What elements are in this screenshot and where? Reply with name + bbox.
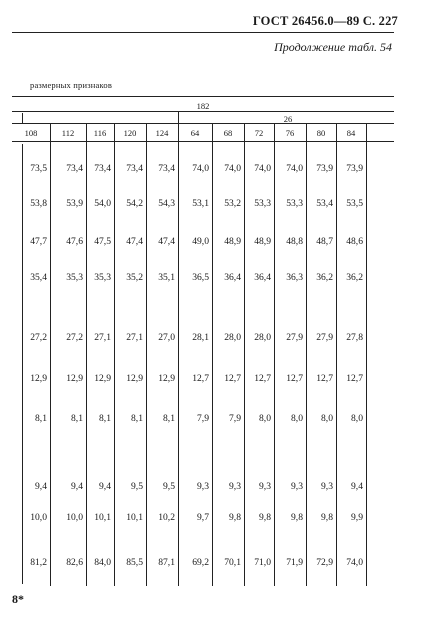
column-rule bbox=[50, 123, 51, 586]
column-rule bbox=[336, 123, 337, 586]
table-cell: 74,0 bbox=[192, 163, 209, 174]
table-cell: 9,8 bbox=[259, 512, 271, 523]
table-cell: 8,0 bbox=[351, 413, 363, 424]
table-cell: 35,1 bbox=[158, 272, 175, 283]
column-header: 80 bbox=[316, 128, 326, 138]
column-header: 112 bbox=[61, 128, 75, 138]
table-cell: 9,5 bbox=[131, 481, 143, 492]
column-rule bbox=[86, 123, 87, 586]
table-cell: 28,1 bbox=[192, 332, 209, 343]
table-cell: 48,6 bbox=[346, 236, 363, 247]
table-cell: 27,2 bbox=[66, 332, 83, 343]
column-rule bbox=[114, 123, 115, 586]
table-cell: 27,0 bbox=[158, 332, 175, 343]
table-cell: 9,3 bbox=[321, 481, 333, 492]
table-cell: 36,2 bbox=[346, 272, 363, 283]
table-cell: 85,5 bbox=[126, 557, 143, 568]
column-header: 124 bbox=[155, 128, 169, 138]
table-cell: 53,8 bbox=[30, 198, 47, 209]
table-cell: 10,1 bbox=[126, 512, 143, 523]
table-cell: 36,5 bbox=[192, 272, 209, 283]
table-cell: 84,0 bbox=[94, 557, 111, 568]
table-cell: 27,9 bbox=[316, 332, 333, 343]
table-cell: 54,3 bbox=[158, 198, 175, 209]
table-cell: 36,3 bbox=[286, 272, 303, 283]
table-cell: 35,3 bbox=[94, 272, 111, 283]
table-cell: 36,2 bbox=[316, 272, 333, 283]
table-cell: 73,4 bbox=[158, 163, 175, 174]
table-cell: 12,7 bbox=[286, 373, 303, 384]
table-cell: 47,4 bbox=[126, 236, 143, 247]
table-caption: размерных признаков bbox=[30, 80, 113, 90]
table-cell: 47,4 bbox=[158, 236, 175, 247]
table-cell: 71,9 bbox=[286, 557, 303, 568]
table-cell: 53,5 bbox=[346, 198, 363, 209]
column-rule bbox=[274, 123, 275, 586]
table-cell: 9,4 bbox=[99, 481, 111, 492]
table-cell: 27,8 bbox=[346, 332, 363, 343]
table-cell: 47,7 bbox=[30, 236, 47, 247]
table-cell: 9,3 bbox=[291, 481, 303, 492]
table-cell: 49,0 bbox=[192, 236, 209, 247]
table-cell: 48,9 bbox=[254, 236, 271, 247]
table-cell: 35,3 bbox=[66, 272, 83, 283]
table-cell: 12,9 bbox=[94, 373, 111, 384]
header-left-tick bbox=[22, 113, 23, 123]
table-cell: 8,0 bbox=[291, 413, 303, 424]
table-cell: 12,7 bbox=[346, 373, 363, 384]
table-cell: 12,7 bbox=[224, 373, 241, 384]
table-cell: 10,0 bbox=[30, 512, 47, 523]
table-cell: 35,2 bbox=[126, 272, 143, 283]
table-cell: 70,1 bbox=[224, 557, 241, 568]
column-header: 76 bbox=[285, 128, 295, 138]
table-cell: 81,2 bbox=[30, 557, 47, 568]
table-cell: 8,0 bbox=[321, 413, 333, 424]
table-cell: 12,9 bbox=[158, 373, 175, 384]
table-cell: 9,5 bbox=[163, 481, 175, 492]
table-cell: 53,2 bbox=[224, 198, 241, 209]
table-cell: 12,7 bbox=[192, 373, 209, 384]
table-cell: 54,0 bbox=[94, 198, 111, 209]
left-rule bbox=[22, 144, 23, 584]
table-cell: 9,3 bbox=[197, 481, 209, 492]
table-cell: 74,0 bbox=[286, 163, 303, 174]
table-cell: 54,2 bbox=[126, 198, 143, 209]
table-cell: 74,0 bbox=[224, 163, 241, 174]
column-header: 116 bbox=[93, 128, 107, 138]
table-cell: 72,9 bbox=[316, 557, 333, 568]
column-rule bbox=[306, 123, 307, 586]
table-cell: 9,7 bbox=[197, 512, 209, 523]
table-cell: 27,1 bbox=[94, 332, 111, 343]
table-cell: 9,4 bbox=[71, 481, 83, 492]
table-cell: 47,6 bbox=[66, 236, 83, 247]
table-cell: 8,1 bbox=[131, 413, 143, 424]
table-cell: 36,4 bbox=[224, 272, 241, 283]
column-rule bbox=[212, 123, 213, 586]
table-cell: 12,9 bbox=[66, 373, 83, 384]
table-cell: 35,4 bbox=[30, 272, 47, 283]
table-cell: 74,0 bbox=[346, 557, 363, 568]
column-header: 108 bbox=[24, 128, 38, 138]
column-header: 68 bbox=[223, 128, 233, 138]
table-cell: 8,1 bbox=[71, 413, 83, 424]
table-cell: 73,9 bbox=[316, 163, 333, 174]
table-cell: 28,0 bbox=[224, 332, 241, 343]
column-header: 72 bbox=[254, 128, 264, 138]
table-cell: 48,9 bbox=[224, 236, 241, 247]
table-cell: 87,1 bbox=[158, 557, 175, 568]
table-cell: 74,0 bbox=[254, 163, 271, 174]
table-cell: 27,2 bbox=[30, 332, 47, 343]
table-cell: 12,7 bbox=[254, 373, 271, 384]
column-rule bbox=[146, 123, 147, 586]
table-cell: 8,1 bbox=[99, 413, 111, 424]
table-cell: 27,1 bbox=[126, 332, 143, 343]
table-cell: 9,4 bbox=[35, 481, 47, 492]
table-cell: 71,0 bbox=[254, 557, 271, 568]
table-cell: 12,7 bbox=[316, 373, 333, 384]
table-cell: 9,8 bbox=[321, 512, 333, 523]
table-cell: 8,1 bbox=[35, 413, 47, 424]
page-header: ГОСТ 26456.0—89 С. 227 bbox=[252, 14, 398, 28]
column-header: 120 bbox=[123, 128, 137, 138]
table-cell: 9,3 bbox=[259, 481, 271, 492]
group-header-26: 26 bbox=[283, 114, 293, 124]
table-cell: 69,2 bbox=[192, 557, 209, 568]
table-cell: 9,3 bbox=[229, 481, 241, 492]
header-rule bbox=[12, 32, 394, 33]
column-header: 64 bbox=[190, 128, 200, 138]
table-continuation-label: Продолжение табл. 54 bbox=[274, 40, 392, 54]
table-cell: 9,8 bbox=[291, 512, 303, 523]
table-cell: 9,9 bbox=[351, 512, 363, 523]
table-cell: 10,1 bbox=[94, 512, 111, 523]
table-cell: 9,8 bbox=[229, 512, 241, 523]
column-header: 84 bbox=[346, 128, 356, 138]
table-cell: 47,5 bbox=[94, 236, 111, 247]
table-cell: 73,5 bbox=[30, 163, 47, 174]
table-cell: 48,7 bbox=[316, 236, 333, 247]
table-cell: 82,6 bbox=[66, 557, 83, 568]
table-cell: 7,9 bbox=[229, 413, 241, 424]
table-cell: 7,9 bbox=[197, 413, 209, 424]
column-rule bbox=[178, 111, 179, 586]
column-rule bbox=[366, 123, 367, 586]
table-cell: 53,1 bbox=[192, 198, 209, 209]
table-cell: 10,0 bbox=[66, 512, 83, 523]
table-cell: 10,2 bbox=[158, 512, 175, 523]
table-cell: 8,0 bbox=[259, 413, 271, 424]
table-top-rule bbox=[12, 96, 394, 97]
table-cell: 53,3 bbox=[286, 198, 303, 209]
table-cell: 12,9 bbox=[30, 373, 47, 384]
table-cell: 53,3 bbox=[254, 198, 271, 209]
table-cell: 12,9 bbox=[126, 373, 143, 384]
group-header-182: 182 bbox=[196, 101, 210, 111]
table-cell: 53,9 bbox=[66, 198, 83, 209]
table-cell: 73,4 bbox=[66, 163, 83, 174]
table-cell: 8,1 bbox=[163, 413, 175, 424]
column-rule bbox=[244, 123, 245, 586]
table-cell: 73,9 bbox=[346, 163, 363, 174]
table-cell: 53,4 bbox=[316, 198, 333, 209]
table-cell: 48,8 bbox=[286, 236, 303, 247]
table-cell: 27,9 bbox=[286, 332, 303, 343]
table-cell: 9,4 bbox=[351, 481, 363, 492]
footnote-mark: 8* bbox=[12, 592, 24, 606]
table-cell: 73,4 bbox=[94, 163, 111, 174]
table-cell: 36,4 bbox=[254, 272, 271, 283]
table-cell: 28,0 bbox=[254, 332, 271, 343]
table-cell: 73,4 bbox=[126, 163, 143, 174]
group-rule bbox=[12, 111, 394, 112]
